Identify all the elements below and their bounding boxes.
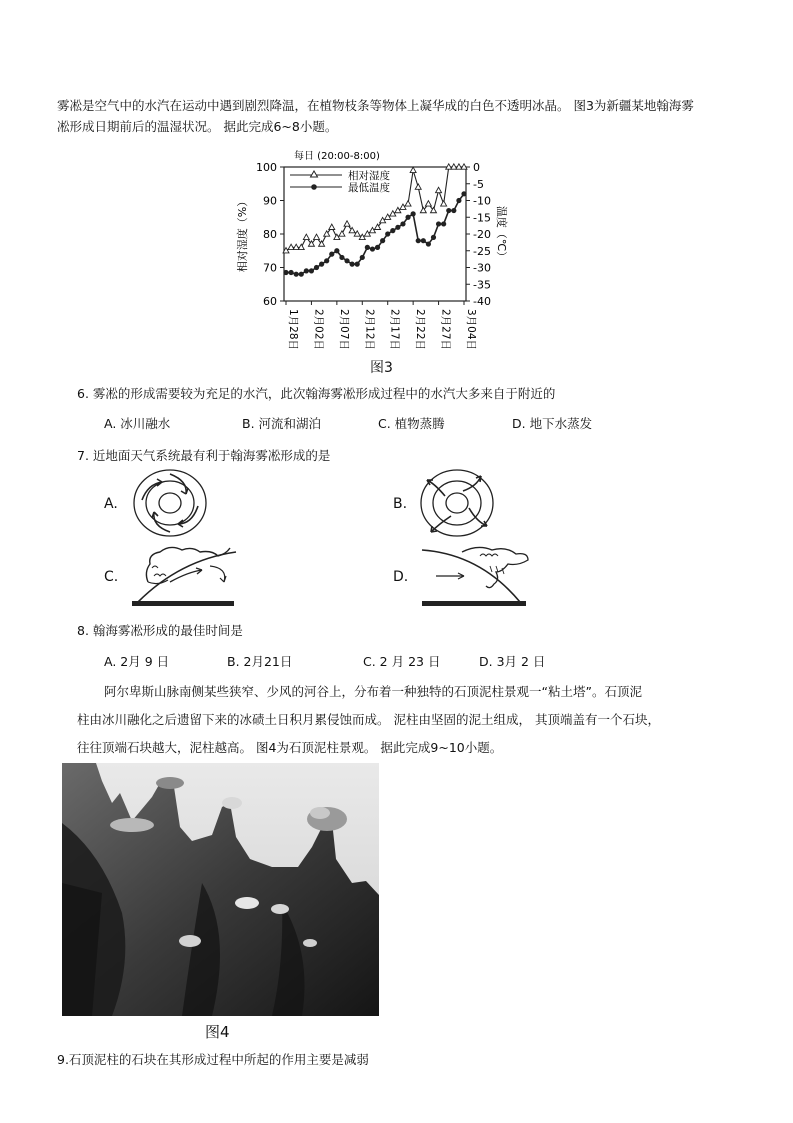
temperature-point bbox=[283, 270, 288, 275]
q8-option-b[interactable]: B. 2月21日 bbox=[227, 654, 293, 669]
y-right-tick-label: -35 bbox=[473, 278, 491, 292]
legend-temp-label: 最低温度 bbox=[348, 182, 390, 194]
q7-c-cold-front-diagram bbox=[130, 542, 240, 608]
humidity-point bbox=[385, 214, 391, 219]
q7-option-d[interactable]: D. bbox=[393, 569, 409, 585]
humidity-point bbox=[380, 217, 386, 222]
temperature-point bbox=[365, 245, 370, 250]
y-right-tick-label: 0 bbox=[473, 161, 480, 174]
y-left-tick-label: 100 bbox=[256, 161, 277, 174]
temperature-point bbox=[288, 270, 293, 275]
q6-option-c[interactable]: C. 植物蒸腾 bbox=[378, 416, 445, 431]
temperature-point bbox=[436, 221, 441, 226]
temperature-point bbox=[395, 225, 400, 230]
y-right-tick-label: -15 bbox=[473, 211, 491, 225]
humidity-point bbox=[441, 201, 447, 206]
intro-line-1: 雾凇是空气中的水汽在运动中遇到剧烈降温，在植物枝条等物体上凝华成的白色不透明冰晶。 图3为新疆某地翰海雾 bbox=[57, 98, 694, 113]
temperature-point bbox=[431, 235, 436, 240]
figure4-caption: 图4 bbox=[205, 1023, 230, 1041]
q7-d-warm-front-diagram bbox=[420, 542, 532, 608]
humidity-point bbox=[390, 211, 396, 216]
figure4-earth-pillars-photo bbox=[62, 763, 379, 1016]
q8-option-a[interactable]: A. 2月 9 日 bbox=[104, 654, 170, 669]
temperature-point bbox=[299, 272, 304, 277]
temperature-point bbox=[451, 208, 456, 213]
q6-stem: 6. 雾凇的形成需要较为充足的水汽，此次翰海雾凇形成过程中的水汽大多来自于附近的 bbox=[77, 386, 556, 401]
y-left-tick-label: 80 bbox=[263, 228, 277, 241]
humidity-point bbox=[400, 204, 406, 209]
humidity-point bbox=[329, 224, 335, 229]
y-left-axis-title: 相对湿度（%） bbox=[236, 195, 249, 273]
x-tick-label: 3月04日 bbox=[465, 309, 477, 351]
temperature-point bbox=[461, 191, 466, 196]
legend-humidity-marker bbox=[311, 171, 318, 177]
y-left-tick-label: 90 bbox=[263, 194, 277, 208]
temperature-point bbox=[411, 211, 416, 216]
temperature-point bbox=[334, 248, 339, 253]
passage2-line-1: 阿尔卑斯山脉南侧某些狭窄、少风的河谷上，分布着一种独特的石顶泥柱景观一“粘土塔”。石顶泥 bbox=[104, 684, 642, 699]
q6-option-a[interactable]: A. 冰川融水 bbox=[104, 416, 171, 431]
humidity-point bbox=[303, 234, 309, 239]
y-right-tick-label: -20 bbox=[473, 228, 491, 241]
y-right-axis-title: 温度（℃） bbox=[495, 205, 508, 263]
humidity-point bbox=[364, 231, 370, 236]
q9-stem: 9.石顶泥柱的石块在其形成过程中所起的作用主要是减弱 bbox=[57, 1052, 369, 1067]
y-right-tick-label: -30 bbox=[473, 261, 491, 275]
legend-temp-marker bbox=[311, 184, 317, 190]
temperature-point bbox=[456, 198, 461, 203]
temperature-point bbox=[360, 255, 365, 260]
x-tick-label: 2月27日 bbox=[439, 309, 452, 351]
humidity-point bbox=[415, 184, 421, 189]
humidity-point bbox=[339, 231, 345, 236]
humidity-point bbox=[395, 207, 401, 212]
temperature-point bbox=[370, 246, 375, 251]
temperature-point bbox=[329, 252, 334, 257]
humidity-point bbox=[436, 187, 442, 192]
y-left-tick-label: 60 bbox=[263, 295, 277, 308]
x-tick-label: 2月17日 bbox=[388, 309, 401, 351]
temperature-point bbox=[314, 265, 319, 270]
temperature-point bbox=[375, 245, 380, 250]
q6-option-b[interactable]: B. 河流和湖泊 bbox=[242, 416, 322, 431]
passage2-line-3: 往往顶端石块越大，泥柱越高。 图4为石顶泥柱景观。 据此完成9~10小题。 bbox=[77, 740, 503, 755]
figure3-caption: 图3 bbox=[370, 360, 393, 376]
q7-b-anticyclone-diagram bbox=[417, 466, 497, 541]
passage2-line-2: 柱由冰川融化之后遗留下来的冰碛土日积月累侵蚀而成。 泥柱由坚固的泥土组成， 其顶端盖有一个石块， bbox=[77, 712, 660, 727]
temperature-point bbox=[319, 262, 324, 267]
temperature-point bbox=[309, 268, 314, 273]
q7-option-a[interactable]: A. bbox=[104, 496, 118, 512]
q6-option-d[interactable]: D. 地下水蒸发 bbox=[512, 416, 593, 431]
temperature-point bbox=[324, 258, 329, 263]
temperature-point bbox=[426, 241, 431, 246]
temperature-point bbox=[405, 215, 410, 220]
q8-option-c[interactable]: C. 2 月 23 日 bbox=[363, 654, 441, 669]
humidity-point bbox=[334, 234, 340, 239]
temperature-point bbox=[350, 262, 355, 267]
x-tick-label: 2月07日 bbox=[337, 309, 350, 351]
q7-a-cyclone-diagram bbox=[130, 466, 210, 541]
temperature-point bbox=[390, 228, 395, 233]
humidity-point bbox=[410, 167, 416, 172]
y-right-tick-label: -25 bbox=[473, 244, 491, 258]
temperature-series-line bbox=[286, 194, 464, 274]
y-right-tick-label: -40 bbox=[473, 295, 491, 308]
humidity-point bbox=[425, 201, 431, 206]
intro-line-2: 凇形成日期前后的温湿状况。 据此完成6~8小题。 bbox=[57, 119, 338, 134]
y-right-tick-label: -5 bbox=[473, 177, 484, 191]
temperature-point bbox=[385, 231, 390, 236]
humidity-point bbox=[344, 221, 350, 226]
figure3-chart bbox=[230, 145, 510, 360]
temperature-point bbox=[380, 238, 385, 243]
temperature-point bbox=[339, 255, 344, 260]
humidity-point bbox=[354, 231, 360, 236]
q7-option-b[interactable]: B. bbox=[393, 496, 408, 512]
x-tick-label: 2月12日 bbox=[363, 309, 376, 351]
humidity-point bbox=[314, 234, 320, 239]
temperature-point bbox=[344, 258, 349, 263]
y-right-tick-label: -10 bbox=[473, 194, 491, 208]
x-tick-label: 2月02日 bbox=[312, 309, 325, 351]
temperature-point bbox=[446, 208, 451, 213]
temperature-point bbox=[441, 221, 446, 226]
q7-stem: 7. 近地面天气系统最有利于翰海雾凇形成的是 bbox=[77, 448, 331, 463]
q8-stem: 8. 翰海雾凇形成的最佳时间是 bbox=[77, 623, 243, 638]
x-tick-label: 2月22日 bbox=[414, 309, 427, 351]
humidity-point bbox=[405, 201, 411, 206]
temperature-point bbox=[416, 238, 421, 243]
legend-humidity-label: 相对湿度 bbox=[348, 170, 390, 182]
temperature-point bbox=[421, 238, 426, 243]
temperature-point bbox=[294, 272, 299, 277]
temperature-point bbox=[400, 221, 405, 226]
humidity-point bbox=[359, 234, 365, 239]
x-tick-label: 1月28日 bbox=[287, 309, 299, 351]
temperature-point bbox=[355, 262, 360, 267]
y-left-tick-label: 70 bbox=[263, 261, 277, 275]
q7-option-c[interactable]: C. bbox=[104, 569, 119, 585]
legend-title: 每日 (20:00-8:00) bbox=[294, 151, 380, 162]
humidity-point bbox=[369, 227, 375, 232]
q8-option-d[interactable]: D. 3月 2 日 bbox=[479, 654, 546, 669]
temperature-point bbox=[304, 268, 309, 273]
